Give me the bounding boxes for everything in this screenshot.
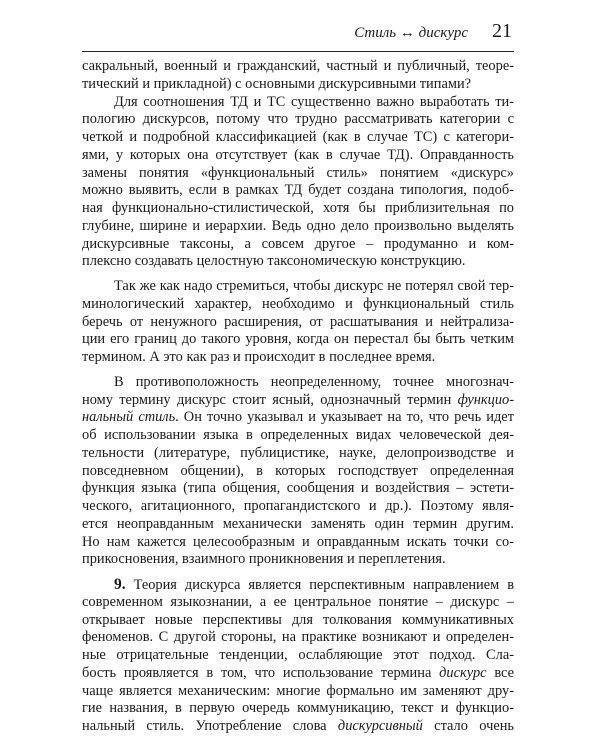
text-line: термином. А это как раз и происходит в последнее время.	[82, 349, 436, 365]
text-line: нальный стиль. Он точно указывал и указывает на то, что речь идет	[82, 409, 514, 426]
page-number: 21	[492, 20, 512, 42]
text-line: минологический характер, необходимо и функциональный стиль	[82, 295, 514, 312]
text-line: тический и прикладной) с основными дискурсивными типами?	[82, 75, 472, 92]
text-line: современном языкознании, а ее центральное понятие – дискурс –	[82, 593, 514, 610]
text-line: сакральный, военный и гражданский, частный и публичный, теоре-	[82, 58, 514, 74]
text-line: 9. Теория дискурса является перспективным направлением в	[114, 576, 514, 593]
text-line: Так же как надо стремиться, чтобы дискурс не потерял свой тер-	[114, 278, 514, 294]
text-line: ями, у которых она отсутствует (как в случае ТД). Оправданность	[82, 146, 514, 163]
text-line: ции его границ до такого уровня, когда он перестал бы быть четким	[82, 331, 514, 348]
text-line: бость проявляется в том, что использование термина дискурс все	[82, 664, 514, 681]
text-line: прикосновения, взаимного проникновения и переплетения.	[82, 551, 446, 568]
text-line: ется неоправданным механически заменять один термин другим.	[82, 515, 514, 532]
text-line: замены понятия «функциональный стиль» понятием «дискурс»	[82, 164, 514, 181]
text-line: открывает новые перспективы для толкования коммуникативных	[82, 611, 514, 628]
page-header	[82, 20, 514, 50]
text-line: беречь от ненужного расширения, от расшатывания и нейтрализа-	[82, 313, 514, 330]
paragraph	[82, 374, 514, 569]
text-line: дискурсивные таксоны, а совсем другое – продуманно и ком-	[82, 235, 514, 252]
text-line: ному термину дискурс стоит ясный, однозначный термин функцио-	[82, 391, 514, 408]
paragraph	[82, 94, 514, 272]
text-line: можно выявить, если в рамках ТД будет создана типология, подоб-	[82, 182, 514, 199]
running-title: Стиль ↔ дискурс	[354, 25, 468, 41]
header-rule	[82, 51, 514, 52]
text-line: пологию дискурсов, потому что трудно рассматривать категории с	[82, 111, 514, 128]
text-line: плексно создавать целостную таксономическую конструкцию.	[82, 253, 466, 270]
paragraph	[82, 278, 514, 367]
paragraph	[82, 576, 514, 736]
text-line: четкой и подробной классификацией (как в случае ТС) с категори-	[82, 129, 514, 145]
paragraph	[82, 58, 514, 94]
text-line: гие названия, в первую очередь коммуникацию, текст и функцио-	[82, 700, 514, 717]
text-line: Но нам кажется целесообразным и оправданным искать точки со-	[82, 533, 514, 550]
text-line: глубине, ширине и иерархии. Ведь одно дело произвольно выделять	[82, 217, 514, 234]
text-line: Для соотношения ТД и ТС существенно важно выработать ти-	[114, 93, 514, 110]
text-line: феноменов. С другой стороны, на практике возникают и определен-	[82, 629, 514, 646]
page-body	[82, 58, 514, 736]
text-line: ные отрицательные тенденции, ослабляющие этот подход. Сла-	[82, 647, 514, 663]
text-line: чаще является механическим: многие формально им заменяют дру-	[82, 682, 514, 699]
text-line: нальный стиль. Употребление слова дискурсивный стало очень	[82, 718, 514, 734]
text-line: ная функционально-стилистической, хотя бы приблизительная по	[82, 200, 514, 216]
text-line: повседневном общении), в которых господствует определенная	[82, 462, 514, 479]
text-line: об использовании языка в определенных видах человеческой дея-	[82, 427, 514, 443]
text-line: ческого, агитационного, пропагандистского и др.). Поэтому явля-	[82, 498, 514, 514]
text-line: В противоположность неопределенному, точнее многознач-	[114, 373, 514, 390]
text-line: тельности (литературе, публицистике, науке, делопроизводстве и	[82, 444, 514, 461]
text-line: функция языка (типа общения, сообщения и воздействия – эстети-	[82, 480, 514, 497]
